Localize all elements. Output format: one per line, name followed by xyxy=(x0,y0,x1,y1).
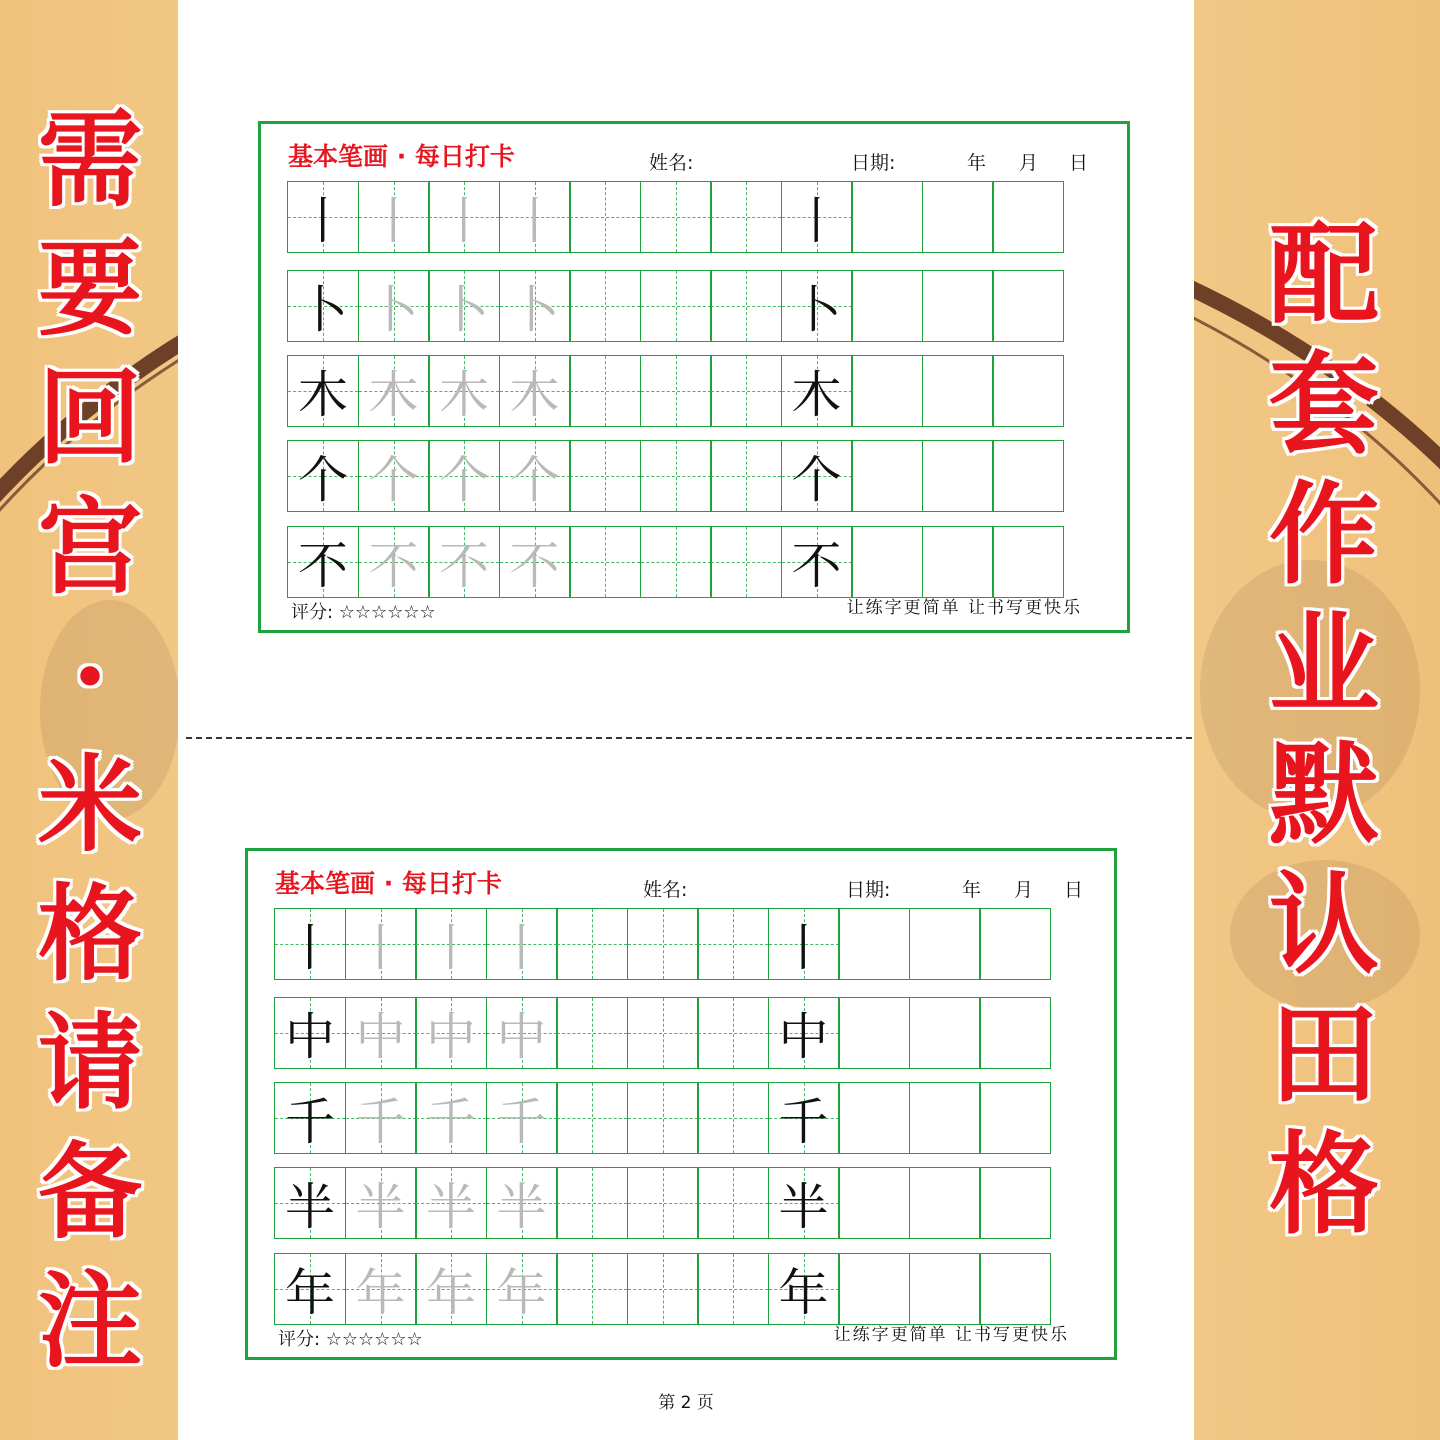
trace-character: 年 xyxy=(355,1264,406,1322)
banner-character: 作 xyxy=(1269,470,1379,599)
worksheet-page xyxy=(178,0,1194,1440)
model-character: 木 xyxy=(298,366,348,424)
writing-cell[interactable] xyxy=(556,908,628,980)
character-cell xyxy=(486,1082,558,1154)
trace-character: 半 xyxy=(496,1178,547,1236)
writing-cell[interactable] xyxy=(697,997,769,1069)
day-label: 日 xyxy=(1069,152,1089,174)
name-label: 姓名: xyxy=(649,152,694,174)
character-cell xyxy=(486,997,558,1069)
writing-cell[interactable] xyxy=(697,908,769,980)
writing-cell[interactable] xyxy=(697,1253,769,1325)
writing-cell[interactable] xyxy=(556,1167,628,1239)
practice-row xyxy=(287,181,1089,253)
character-cell xyxy=(428,270,500,342)
banner-character: 认 xyxy=(1269,860,1379,989)
character-cell xyxy=(274,908,346,980)
trace-character: 卜 xyxy=(368,281,419,339)
name-label: 姓名: xyxy=(643,879,688,901)
character-cell xyxy=(428,526,500,598)
character-cell xyxy=(486,908,558,980)
character-cell xyxy=(345,997,417,1069)
model-character: 个 xyxy=(298,451,348,509)
practice-row xyxy=(274,908,1076,980)
writing-cell[interactable] xyxy=(979,908,1051,980)
model-character: 年 xyxy=(285,1264,335,1322)
trace-character: 不 xyxy=(509,537,560,595)
writing-cell[interactable] xyxy=(909,908,981,980)
character-cell xyxy=(358,440,430,512)
practice-row xyxy=(287,270,1089,342)
writing-cell[interactable] xyxy=(922,526,994,598)
character-cell xyxy=(486,1167,558,1239)
writing-cell[interactable] xyxy=(627,1167,699,1239)
character-cell xyxy=(415,908,487,980)
character-cell xyxy=(781,270,853,342)
character-cell xyxy=(415,1167,487,1239)
year-label: 年 xyxy=(962,879,982,901)
writing-cell[interactable] xyxy=(922,355,994,427)
trace-character: 个 xyxy=(368,451,419,509)
character-cell xyxy=(274,1253,346,1325)
trace-character: 丨 xyxy=(439,192,489,250)
writing-cell[interactable] xyxy=(640,181,712,253)
trace-character: 半 xyxy=(355,1178,406,1236)
writing-cell[interactable] xyxy=(640,526,712,598)
trace-character: 木 xyxy=(368,366,419,424)
trace-character: 千 xyxy=(355,1093,406,1151)
month-label: 月 xyxy=(1014,879,1034,901)
character-cell xyxy=(781,440,853,512)
character-cell xyxy=(768,1253,840,1325)
month-label: 月 xyxy=(1019,152,1039,174)
practice-row xyxy=(274,1253,1076,1325)
character-cell xyxy=(781,181,853,253)
score-rating: 评分: ☆☆☆☆☆☆ xyxy=(291,602,436,623)
writing-cell[interactable] xyxy=(838,1167,910,1239)
writing-cell[interactable] xyxy=(627,1253,699,1325)
writing-cell[interactable] xyxy=(710,270,782,342)
left-banner xyxy=(28,98,152,1398)
model-character: 千 xyxy=(285,1093,335,1151)
character-cell xyxy=(428,440,500,512)
character-cell xyxy=(345,1167,417,1239)
practice-sheet-1 xyxy=(258,121,1130,633)
writing-cell[interactable] xyxy=(710,526,782,598)
writing-cell[interactable] xyxy=(979,997,1051,1069)
character-cell xyxy=(274,1082,346,1154)
banner-character: 请 xyxy=(37,1001,142,1124)
date-label: 日期: xyxy=(851,152,896,174)
banner-character: · xyxy=(71,614,109,737)
writing-cell[interactable] xyxy=(851,270,923,342)
writing-cell[interactable] xyxy=(909,1167,981,1239)
practice-row xyxy=(287,440,1089,512)
character-cell xyxy=(499,526,571,598)
character-cell xyxy=(499,355,571,427)
writing-cell[interactable] xyxy=(569,181,641,253)
trace-character: 年 xyxy=(426,1264,476,1322)
trace-character: 卜 xyxy=(509,281,560,339)
model-character: 丨 xyxy=(298,192,348,250)
trace-character: 不 xyxy=(368,537,419,595)
model-character: 丨 xyxy=(285,919,335,977)
model-character: 木 xyxy=(791,366,842,424)
writing-cell[interactable] xyxy=(556,1082,628,1154)
writing-cell[interactable] xyxy=(838,1082,910,1154)
model-character: 年 xyxy=(778,1264,829,1322)
trace-character: 丨 xyxy=(368,192,419,250)
model-character: 半 xyxy=(778,1178,829,1236)
writing-cell[interactable] xyxy=(838,1253,910,1325)
character-cell xyxy=(287,270,359,342)
trace-character: 木 xyxy=(509,366,560,424)
writing-cell[interactable] xyxy=(556,997,628,1069)
writing-cell[interactable] xyxy=(979,1167,1051,1239)
trace-character: 半 xyxy=(426,1178,476,1236)
model-character: 不 xyxy=(791,537,842,595)
model-character: 丨 xyxy=(791,192,842,250)
character-cell xyxy=(768,908,840,980)
trace-character: 千 xyxy=(426,1093,476,1151)
character-cell xyxy=(415,1082,487,1154)
writing-cell[interactable] xyxy=(992,181,1064,253)
practice-row xyxy=(287,355,1089,427)
trace-character: 丨 xyxy=(509,192,560,250)
trace-character: 年 xyxy=(496,1264,547,1322)
right-banner xyxy=(1262,210,1386,1260)
writing-cell[interactable] xyxy=(851,181,923,253)
banner-character: 套 xyxy=(1269,340,1379,469)
banner-character: 田 xyxy=(1269,990,1379,1119)
character-cell xyxy=(768,1082,840,1154)
writing-cell[interactable] xyxy=(922,270,994,342)
trace-character: 千 xyxy=(496,1093,547,1151)
trace-character: 中 xyxy=(355,1008,406,1066)
writing-cell[interactable] xyxy=(851,355,923,427)
trace-character: 中 xyxy=(426,1008,476,1066)
writing-cell[interactable] xyxy=(992,355,1064,427)
trace-character: 不 xyxy=(439,537,489,595)
trace-character: 个 xyxy=(509,451,560,509)
writing-cell[interactable] xyxy=(640,270,712,342)
writing-cell[interactable] xyxy=(569,355,641,427)
banner-character: 默 xyxy=(1269,730,1379,859)
writing-cell[interactable] xyxy=(838,908,910,980)
trace-character: 个 xyxy=(439,451,489,509)
character-cell xyxy=(358,355,430,427)
practice-sheet-2 xyxy=(245,848,1117,1360)
writing-cell[interactable] xyxy=(556,1253,628,1325)
banner-character: 备 xyxy=(37,1130,142,1253)
character-cell xyxy=(287,440,359,512)
writing-cell[interactable] xyxy=(640,355,712,427)
trace-character: 中 xyxy=(496,1008,547,1066)
character-cell xyxy=(345,1082,417,1154)
character-cell xyxy=(358,181,430,253)
writing-cell[interactable] xyxy=(909,1253,981,1325)
character-cell xyxy=(768,997,840,1069)
practice-row xyxy=(274,997,1076,1069)
character-cell xyxy=(415,997,487,1069)
model-character: 中 xyxy=(285,1008,335,1066)
model-character: 千 xyxy=(778,1093,829,1151)
practice-row xyxy=(287,526,1089,598)
model-character: 半 xyxy=(285,1178,335,1236)
character-cell xyxy=(428,355,500,427)
writing-cell[interactable] xyxy=(697,1082,769,1154)
character-cell xyxy=(287,181,359,253)
score-rating: 评分: ☆☆☆☆☆☆ xyxy=(278,1329,423,1350)
writing-cell[interactable] xyxy=(851,526,923,598)
trace-character: 丨 xyxy=(496,919,547,977)
practice-row xyxy=(274,1167,1076,1239)
sheet-title: 基本笔画 · 每日打卡 xyxy=(275,869,502,898)
practice-row xyxy=(274,1082,1076,1154)
writing-cell[interactable] xyxy=(710,440,782,512)
writing-cell[interactable] xyxy=(909,997,981,1069)
slogan: 让练字更简单 让书写更快乐 xyxy=(846,598,1082,618)
trace-character: 木 xyxy=(439,366,489,424)
banner-character: 米 xyxy=(37,743,142,866)
year-label: 年 xyxy=(967,152,987,174)
writing-cell[interactable] xyxy=(922,440,994,512)
character-cell xyxy=(781,526,853,598)
banner-character: 配 xyxy=(1269,210,1379,339)
writing-cell[interactable] xyxy=(640,440,712,512)
writing-cell[interactable] xyxy=(569,440,641,512)
date-label: 日期: xyxy=(846,879,891,901)
character-cell xyxy=(415,1253,487,1325)
model-character: 不 xyxy=(298,537,348,595)
writing-cell[interactable] xyxy=(627,1082,699,1154)
character-cell xyxy=(358,526,430,598)
writing-cell[interactable] xyxy=(992,526,1064,598)
page-number: 第 2 页 xyxy=(658,1393,714,1413)
character-cell xyxy=(287,355,359,427)
character-cell xyxy=(345,908,417,980)
banner-character: 回 xyxy=(37,356,142,479)
writing-cell[interactable] xyxy=(992,440,1064,512)
sheet-title: 基本笔画 · 每日打卡 xyxy=(288,142,515,171)
day-label: 日 xyxy=(1064,879,1084,901)
model-character: 卜 xyxy=(298,281,348,339)
slogan: 让练字更简单 让书写更快乐 xyxy=(833,1325,1069,1345)
banner-character: 格 xyxy=(1269,1120,1379,1249)
writing-cell[interactable] xyxy=(569,526,641,598)
model-character: 卜 xyxy=(791,281,842,339)
banner-character: 格 xyxy=(37,872,142,995)
banner-character: 需 xyxy=(37,98,142,221)
writing-cell[interactable] xyxy=(922,181,994,253)
character-cell xyxy=(358,270,430,342)
character-cell xyxy=(768,1167,840,1239)
model-character: 丨 xyxy=(778,919,829,977)
trace-character: 丨 xyxy=(426,919,476,977)
character-cell xyxy=(274,1167,346,1239)
character-cell xyxy=(287,526,359,598)
writing-cell[interactable] xyxy=(851,440,923,512)
writing-cell[interactable] xyxy=(627,997,699,1069)
banner-character: 业 xyxy=(1269,600,1379,729)
character-cell xyxy=(274,997,346,1069)
banner-character: 要 xyxy=(37,227,142,350)
character-cell xyxy=(781,355,853,427)
banner-character: 注 xyxy=(37,1259,142,1382)
writing-cell[interactable] xyxy=(979,1082,1051,1154)
character-cell xyxy=(345,1253,417,1325)
character-cell xyxy=(499,270,571,342)
model-character: 个 xyxy=(791,451,842,509)
writing-cell[interactable] xyxy=(838,997,910,1069)
trace-character: 丨 xyxy=(355,919,406,977)
model-character: 中 xyxy=(778,1008,829,1066)
trace-character: 卜 xyxy=(439,281,489,339)
writing-cell[interactable] xyxy=(569,270,641,342)
character-cell xyxy=(499,181,571,253)
cut-line-divider xyxy=(186,737,1192,739)
writing-cell[interactable] xyxy=(979,1253,1051,1325)
writing-cell[interactable] xyxy=(697,1167,769,1239)
character-cell xyxy=(499,440,571,512)
character-cell xyxy=(486,1253,558,1325)
writing-cell[interactable] xyxy=(909,1082,981,1154)
writing-cell[interactable] xyxy=(710,355,782,427)
character-cell xyxy=(428,181,500,253)
writing-cell[interactable] xyxy=(992,270,1064,342)
writing-cell[interactable] xyxy=(627,908,699,980)
writing-cell[interactable] xyxy=(710,181,782,253)
banner-character: 宫 xyxy=(37,485,142,608)
